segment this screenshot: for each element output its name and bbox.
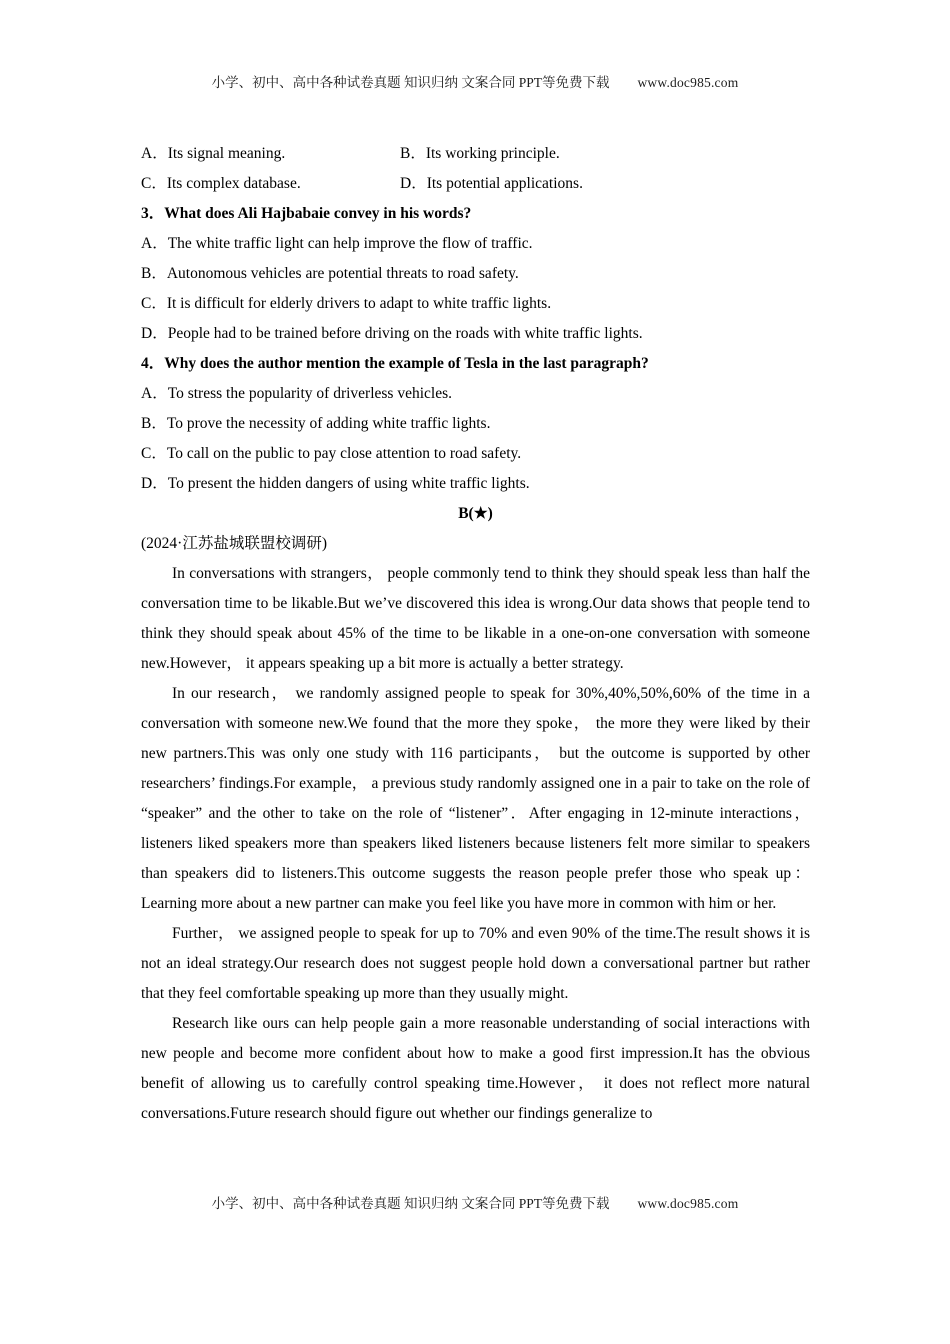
question4-option-d: D．To present the hidden dangers of using white traffic lights. [141, 475, 530, 492]
question3-stem: 3．What does Ali Hajbabaie convey in his words? [141, 205, 472, 222]
document-content [141, 139, 810, 1129]
passage-paragraph-1: In conversations with strangers， people commonly tend to think they should speak less than half the conversation time to be likable.But we’ve discovered this idea is wrong.Our data shows that people tend to think they should speak about 45% of the time to be likable in a one-on-one conversation with someone new.However， it appears speaking up a bit more is actually a better strategy. [141, 565, 810, 672]
question3-option-d: D．People had to be trained before driving on the roads with white traffic lights. [141, 325, 643, 342]
header-promo-text: 小学、初中、高中各种试卷真题 知识归纳 文案合同 PPT等免费下载 [211, 75, 610, 90]
question4-option-a: A．To stress the popularity of driverless vehicles. [141, 385, 452, 402]
question3-option-b: B．Autonomous vehicles are potential threats to road safety. [141, 265, 519, 282]
question4-stem: 4．Why does the author mention the example of Tesla in the last paragraph? [141, 355, 649, 372]
passage-paragraph-2: In our research， we randomly assigned people to speak for 30%,40%,50%,60% of the time in a conversation with someone new.We found that the more they spoke， the more they were liked by their new partners.This was only one study with 116 participants， but the outcome is supported by other researchers’ findings.For example， a previous study randomly assigned one in a pair to take on the role of “speaker” and the other to take on the role of “listener”．After engaging in 12-minute interactions， listeners liked speakers more than speakers liked listeners because listeners felt more similar to speakers than speakers did to listeners.This outcome suggests the reason people prefer those who speak up： Learning more about a new partner can make you feel like you have more in common with him or her. [141, 685, 810, 912]
passage-paragraph-4: Research like ours can help people gain a more reasonable understanding of social interactions with new people and become more confident about how to make a good first impression.It has the obvious benefit of allowing us to carefully control speaking time.However， it does not reflect more natural conversations.Future research should figure out whether our findings generalize to [141, 1015, 810, 1122]
option-d: D．Its potential applications. [400, 175, 583, 192]
option-b: B．Its working principle. [400, 145, 560, 162]
question4-option-c: C．To call on the public to pay close attention to road safety. [141, 445, 522, 462]
question3-option-a: A．The white traffic light can help improve the flow of traffic. [141, 235, 533, 252]
page-header [0, 71, 950, 91]
passage-paragraph-3: Further， we assigned people to speak for up to 70% and even 90% of the time.The result shows it is not an ideal strategy.Our research does not suggest people hold down a conversational partner but rather that they feel comfortable speaking up more than they usually might. [141, 925, 810, 1002]
passage-source-note: (2024·江苏盐城联盟校调研) [141, 535, 327, 552]
footer-url-link[interactable]: www.doc985.com [637, 1196, 739, 1211]
option-c: C．Its complex database. [141, 175, 301, 192]
passage-section-title: B(★) [458, 505, 493, 522]
header-url-link[interactable]: www.doc985.com [637, 75, 739, 90]
option-a: A．Its signal meaning. [141, 145, 286, 162]
question3-option-c: C．It is difficult for elderly drivers to adapt to white traffic lights. [141, 295, 552, 312]
footer-promo-text: 小学、初中、高中各种试卷真题 知识归纳 文案合同 PPT等免费下载 [211, 1196, 610, 1211]
question2-options-row-2 [141, 169, 810, 199]
question4-option-b: B．To prove the necessity of adding white traffic lights. [141, 415, 491, 432]
page-footer [0, 1192, 950, 1212]
question2-options-row-1 [141, 139, 810, 169]
